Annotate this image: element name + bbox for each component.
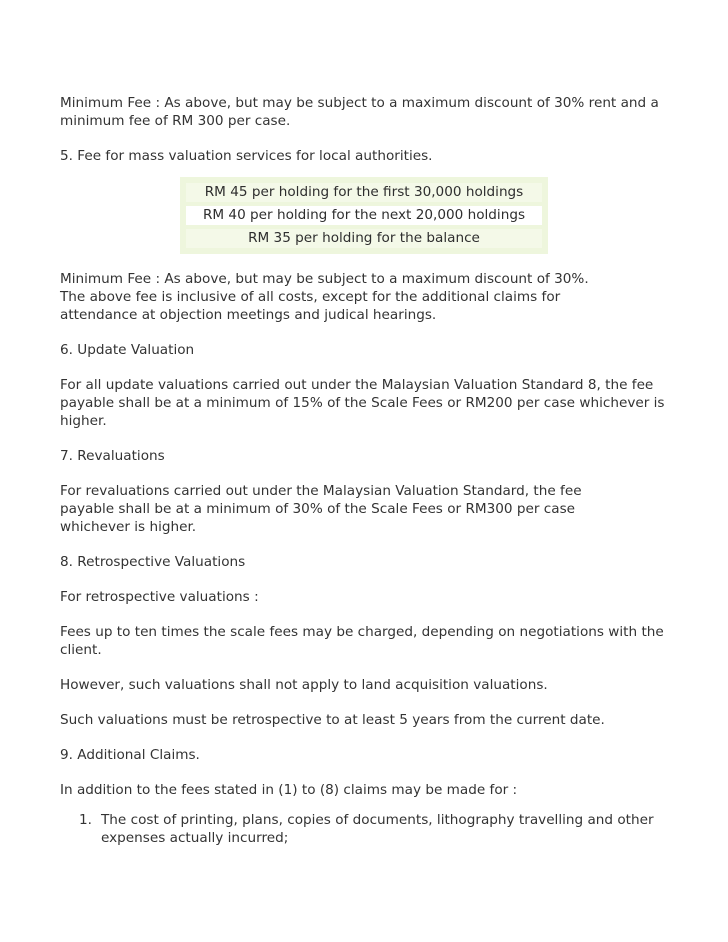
minimum-fee-paragraph: Minimum Fee : As above, but may be subject to a maximum discount of 30% rent and a minimum fee of RM 300 per case. <box>60 95 659 129</box>
section-9-heading: 9. Additional Claims. <box>60 747 200 763</box>
list-item-text: The cost of printing, plans, copies of documents, lithography travelling and other expenses actually incurred; <box>101 812 654 846</box>
section-6-text: For all update valuations carried out under the Malaysian Valuation Standard 8, the fee payable shall be at a minimum of 15% of the Scale Fees or RM200 per case whichever is higher. <box>60 377 665 429</box>
section-8-negotiation-text: Fees up to ten times the scale fees may be charged, depending on negotiations with the client. <box>60 624 664 658</box>
list-item <box>60 811 661 847</box>
section-7-text: For revaluations carried out under the Malaysian Valuation Standard, the fee payable shall be at a minimum of 30% of the Scale Fees or RM300 per case whichever is higher. <box>60 483 582 535</box>
list-item-number: 1. <box>79 812 92 828</box>
section-5-heading: 5. Fee for mass valuation services for local authorities. <box>60 148 433 164</box>
fee-inclusive-note: The above fee is inclusive of all costs, except for the additional claims for attendance at objection meetings and judical hearings. <box>60 289 561 323</box>
section-8-retrospective-period-text: Such valuations must be retrospective to at least 5 years from the current date. <box>60 712 605 728</box>
fee-row-first: RM 45 per holding for the first 30,000 holdings <box>186 183 542 202</box>
fee-row-balance: RM 35 per holding for the balance <box>186 229 542 248</box>
document-page <box>60 94 680 847</box>
section-6-heading: 6. Update Valuation <box>60 342 195 358</box>
section-8-heading: 8. Retrospective Valuations <box>60 554 246 570</box>
section-8-land-acquisition-text: However, such valuations shall not apply to land acquisition valuations. <box>60 677 548 693</box>
mass-valuation-fee-table <box>180 177 548 254</box>
section-9-intro: In addition to the fees stated in (1) to (8) claims may be made for : <box>60 782 518 798</box>
minimum-fee-discount-line: Minimum Fee : As above, but may be subject to a maximum discount of 30%. <box>60 271 589 287</box>
section-7-heading: 7. Revaluations <box>60 448 165 464</box>
fee-row-next: RM 40 per holding for the next 20,000 holdings <box>186 206 542 225</box>
section-8-intro: For retrospective valuations : <box>60 589 259 605</box>
additional-claims-list <box>60 811 680 847</box>
